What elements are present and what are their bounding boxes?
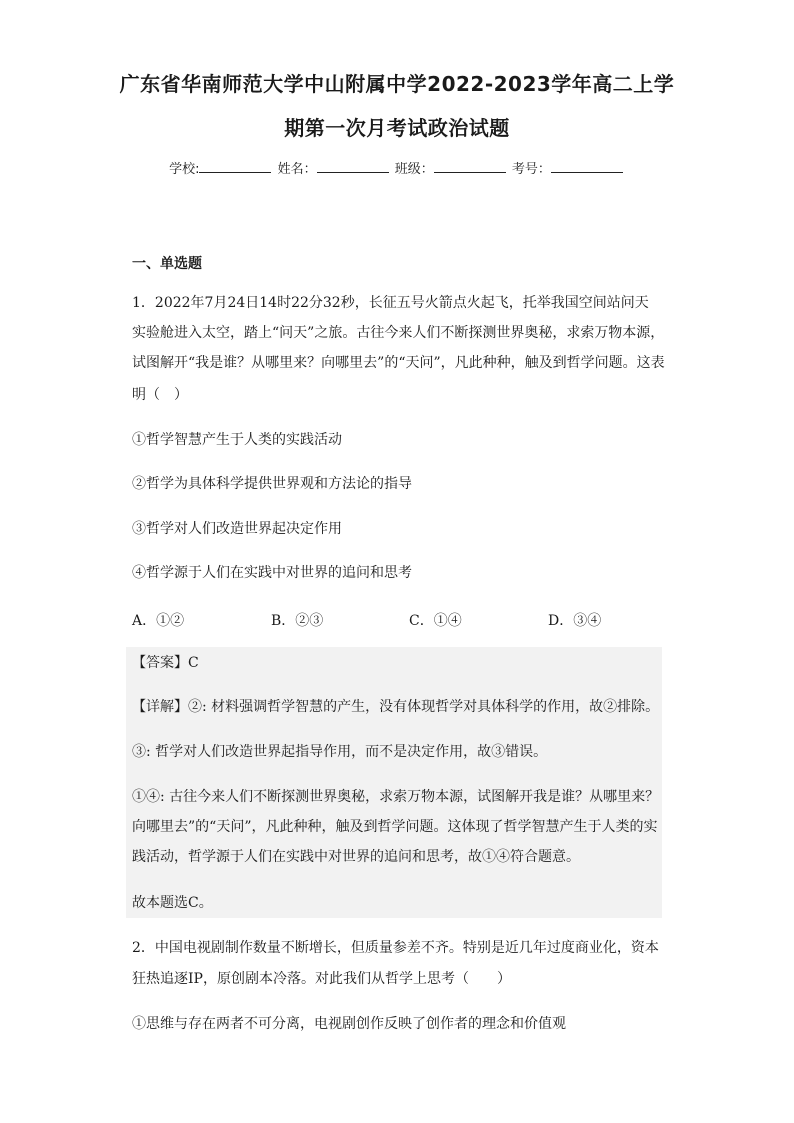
q2-stem-line-1: 2．中国电视剧制作数量不断增长，但质量参差不齐。特别是近几年过度商业化，资本	[132, 940, 659, 956]
q1-item-1: ①哲学智慧产生于人类的实践活动	[132, 432, 342, 448]
q1-option-b[interactable]: B．②③	[271, 613, 324, 629]
page-title-line-1: 广东省华南师范大学中山附属中学2022-2023学年高二上学	[119, 72, 675, 96]
page-title-line-2: 期第一次月考试政治试题	[284, 116, 510, 140]
q1-option-a[interactable]: A．①②	[132, 613, 185, 629]
section-heading: 一、单选题	[132, 256, 202, 272]
q1-item-4: ④哲学源于人们在实践中对世界的追问和思考	[132, 565, 412, 581]
exam-no-blank[interactable]	[551, 160, 623, 173]
q1-option-c[interactable]: C．①④	[409, 613, 462, 629]
q1-analysis-line-3: ①④: 古往今来人们不断探测世界奥秘，求索万物本源，试图解开我是谁？从哪里来？	[132, 789, 660, 805]
name-blank[interactable]	[317, 160, 389, 173]
q1-stem-line-2: 实验舱进入太空，踏上“问天”之旅。古往今来人们不断探测世界奥秘，求索万物本源，	[132, 325, 665, 341]
q1-analysis-line-2: ③: 哲学对人们改造世界起指导作用，而不是决定作用，故③错误。	[132, 744, 548, 760]
q1-stem-line-3: 试图解开“我是谁？从哪里来？向哪里去”的“天问”，凡此种种，触及到哲学问题。这表	[132, 355, 665, 371]
q1-stem-line-4: 明（ ）	[132, 387, 188, 403]
q1-analysis-line-1: 【详解】②: 材料强调哲学智慧的产生，没有体现哲学对具体科学的作用，故②排除。	[132, 699, 660, 715]
q1-analysis-line-5: 践活动，哲学源于人们在实践中对世界的追问和思考，故①④符合题意。	[132, 849, 580, 865]
q1-analysis-line-4: 向哪里去”的“天问”，凡此种种，触及到哲学问题。这体现了哲学智慧产生于人类的实	[132, 819, 658, 835]
student-info-fields	[0, 158, 794, 177]
q1-item-2: ②哲学为具体科学提供世界观和方法论的指导	[132, 476, 412, 492]
exam-no-label: 考号：	[511, 162, 551, 177]
q1-analysis-conclusion: 故本题选C。	[132, 895, 213, 911]
q2-item-1: ①思维与存在两者不可分离，电视剧创作反映了创作者的理念和价值观	[132, 1016, 566, 1032]
q2-stem-line-2: 狂热追逐IP，原创剧本冷落。对此我们从哲学上思考（ ）	[132, 971, 511, 987]
q1-item-3: ③哲学对人们改造世界起决定作用	[132, 521, 342, 537]
class-blank[interactable]	[434, 160, 506, 173]
name-label: 姓名：	[277, 162, 317, 177]
q1-option-d[interactable]: D．③④	[548, 613, 602, 629]
q1-stem-line-1: 1．2022年7月24日14时22分32秒，长征五号火箭点火起飞，托举我国空间站问天	[132, 295, 649, 311]
class-label: 班级：	[394, 162, 434, 177]
school-blank[interactable]	[199, 160, 271, 173]
q1-answer: 【答案】C	[132, 655, 199, 671]
school-label: 学校:	[169, 162, 200, 177]
answer-analysis-box	[126, 647, 662, 918]
